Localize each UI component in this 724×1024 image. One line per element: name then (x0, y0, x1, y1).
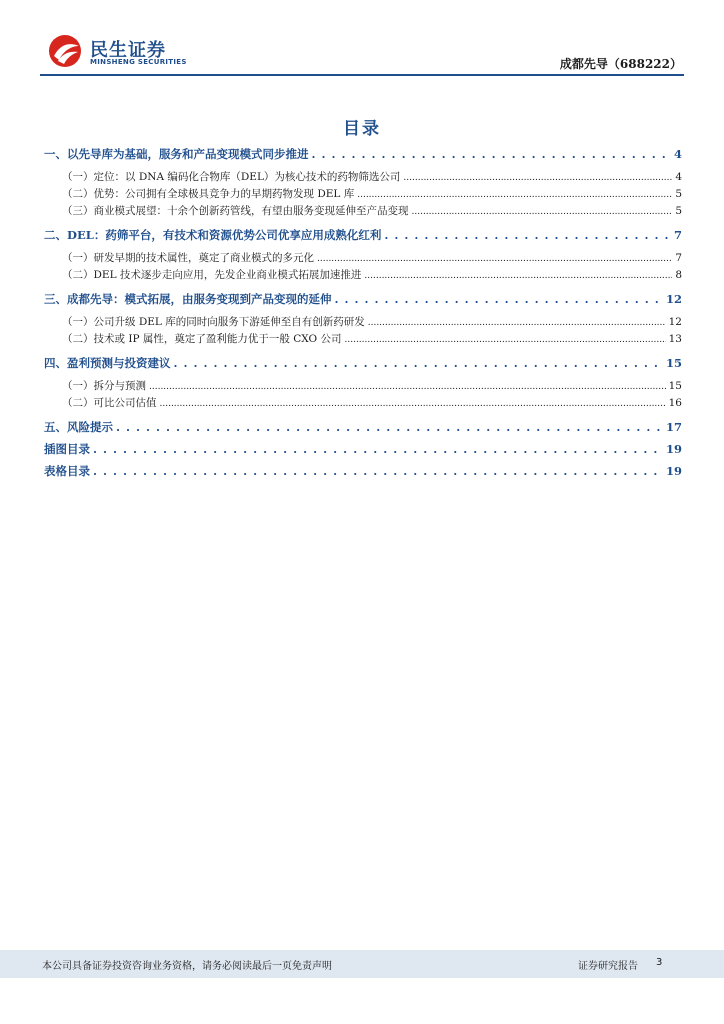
toc-subsection-label: （三）商业模式展望：十余个创新药管线，有望由服务变现延伸至产品变现 (62, 205, 409, 217)
toc-section-label: 五、风险提示 (44, 420, 113, 434)
toc-dot-leader (357, 186, 672, 203)
toc-section-page: 12 (665, 292, 682, 306)
toc-subsection-page: 8 (675, 269, 682, 281)
toc-section-page: 7 (673, 228, 682, 242)
toc-subsection-label: （二）优势：公司拥有全球极具竞争力的早期药物发现 DEL 库 (62, 188, 355, 200)
toc-subsection-entry[interactable] (44, 203, 682, 220)
toc-section-page: 17 (665, 420, 682, 434)
toc-subsection-entry[interactable] (44, 186, 682, 203)
toc-dot-leader (317, 250, 672, 267)
toc-section-entry[interactable] (44, 438, 682, 460)
toc-section-page: 19 (665, 442, 682, 456)
toc-dot-leader (384, 224, 671, 246)
toc-subsection-label: （一）拆分与预测 (62, 380, 146, 392)
toc-subsection-label: （二）DEL 技术逐步走向应用，先发企业商业模式拓展加速推进 (62, 269, 362, 281)
toc-section-label: 三、成都先导：模式拓展，由服务变现到产品变现的延伸 (44, 292, 332, 306)
toc-subsection-label: （一）公司升级 DEL 库的同时向服务下游延伸至自有创新药研发 (62, 316, 365, 328)
toc-dot-leader (93, 460, 663, 482)
toc-dot-leader (174, 352, 663, 374)
toc-title: 目录 (343, 119, 381, 139)
toc-dot-leader (345, 331, 666, 348)
toc-section-label: 表格目录 (44, 464, 90, 478)
toc-section-page: 19 (665, 464, 682, 478)
toc-section-entry[interactable] (44, 352, 682, 374)
toc-section-label: 一、以先导库为基础，服务和产品变现模式同步推进 (44, 147, 309, 161)
footer-page-number: 3 (656, 957, 663, 968)
toc-dot-leader (116, 416, 663, 438)
toc-subsection-page: 7 (675, 252, 682, 264)
toc-subsection-entry[interactable] (44, 378, 682, 395)
company-ticker: 成都先导（688222） (559, 57, 682, 71)
toc-subsection-page: 5 (675, 188, 682, 200)
toc-dot-leader (335, 288, 663, 310)
toc-section-entry[interactable] (44, 288, 682, 310)
toc-subsection-entry[interactable] (44, 395, 682, 412)
table-of-contents (44, 143, 682, 482)
minsheng-logo-icon (48, 34, 84, 68)
toc-subsection-page: 5 (675, 205, 682, 217)
page-footer (0, 950, 724, 978)
logo-chinese-name: 民生证券 (90, 40, 166, 61)
toc-subsection-entry[interactable] (44, 314, 682, 331)
footer-report-type: 证券研究报告 (578, 961, 638, 972)
toc-section-entry[interactable] (44, 224, 682, 246)
toc-subsection-page: 15 (668, 380, 682, 392)
header-divider (40, 74, 684, 76)
toc-section-page: 15 (665, 356, 682, 370)
logo-english-name: MINSHENG SECURITIES (90, 58, 187, 66)
page-header (40, 28, 684, 76)
toc-subsection-page: 13 (668, 333, 682, 345)
toc-dot-leader (160, 395, 666, 412)
toc-subsection-entry[interactable] (44, 169, 682, 186)
toc-dot-leader (93, 438, 663, 460)
toc-dot-leader (412, 203, 673, 220)
toc-dot-leader (312, 143, 671, 165)
toc-dot-leader (364, 267, 672, 284)
toc-dot-leader (149, 378, 666, 395)
toc-section-entry[interactable] (44, 143, 682, 165)
toc-subsection-page: 12 (668, 316, 682, 328)
toc-subsection-label: （二）可比公司估值 (62, 397, 157, 409)
toc-subsection-page: 16 (668, 397, 682, 409)
toc-dot-leader (368, 314, 666, 331)
toc-section-entry[interactable] (44, 460, 682, 482)
toc-section-label: 二、DEL：药筛平台，有技术和资源优势公司优享应用成熟化红利 (44, 228, 382, 242)
toc-section-entry[interactable] (44, 416, 682, 438)
footer-disclaimer: 本公司具备证券投资咨询业务资格，请务必阅读最后一页免责声明 (42, 961, 332, 972)
toc-dot-leader (403, 169, 672, 186)
toc-section-label: 四、盈利预测与投资建议 (44, 356, 171, 370)
toc-section-label: 插图目录 (44, 442, 90, 456)
toc-subsection-label: （二）技术或 IP 属性，奠定了盈利能力优于一般 CXO 公司 (62, 333, 342, 345)
toc-subsection-entry[interactable] (44, 331, 682, 348)
toc-subsection-entry[interactable] (44, 250, 682, 267)
toc-subsection-label: （一）研发早期的技术属性，奠定了商业模式的多元化 (62, 252, 314, 264)
toc-subsection-page: 4 (675, 171, 682, 183)
toc-section-page: 4 (673, 147, 682, 161)
company-logo (48, 34, 218, 68)
toc-subsection-entry[interactable] (44, 267, 682, 284)
toc-subsection-label: （一）定位：以 DNA 编码化合物库（DEL）为核心技术的药物筛选公司 (62, 171, 401, 183)
